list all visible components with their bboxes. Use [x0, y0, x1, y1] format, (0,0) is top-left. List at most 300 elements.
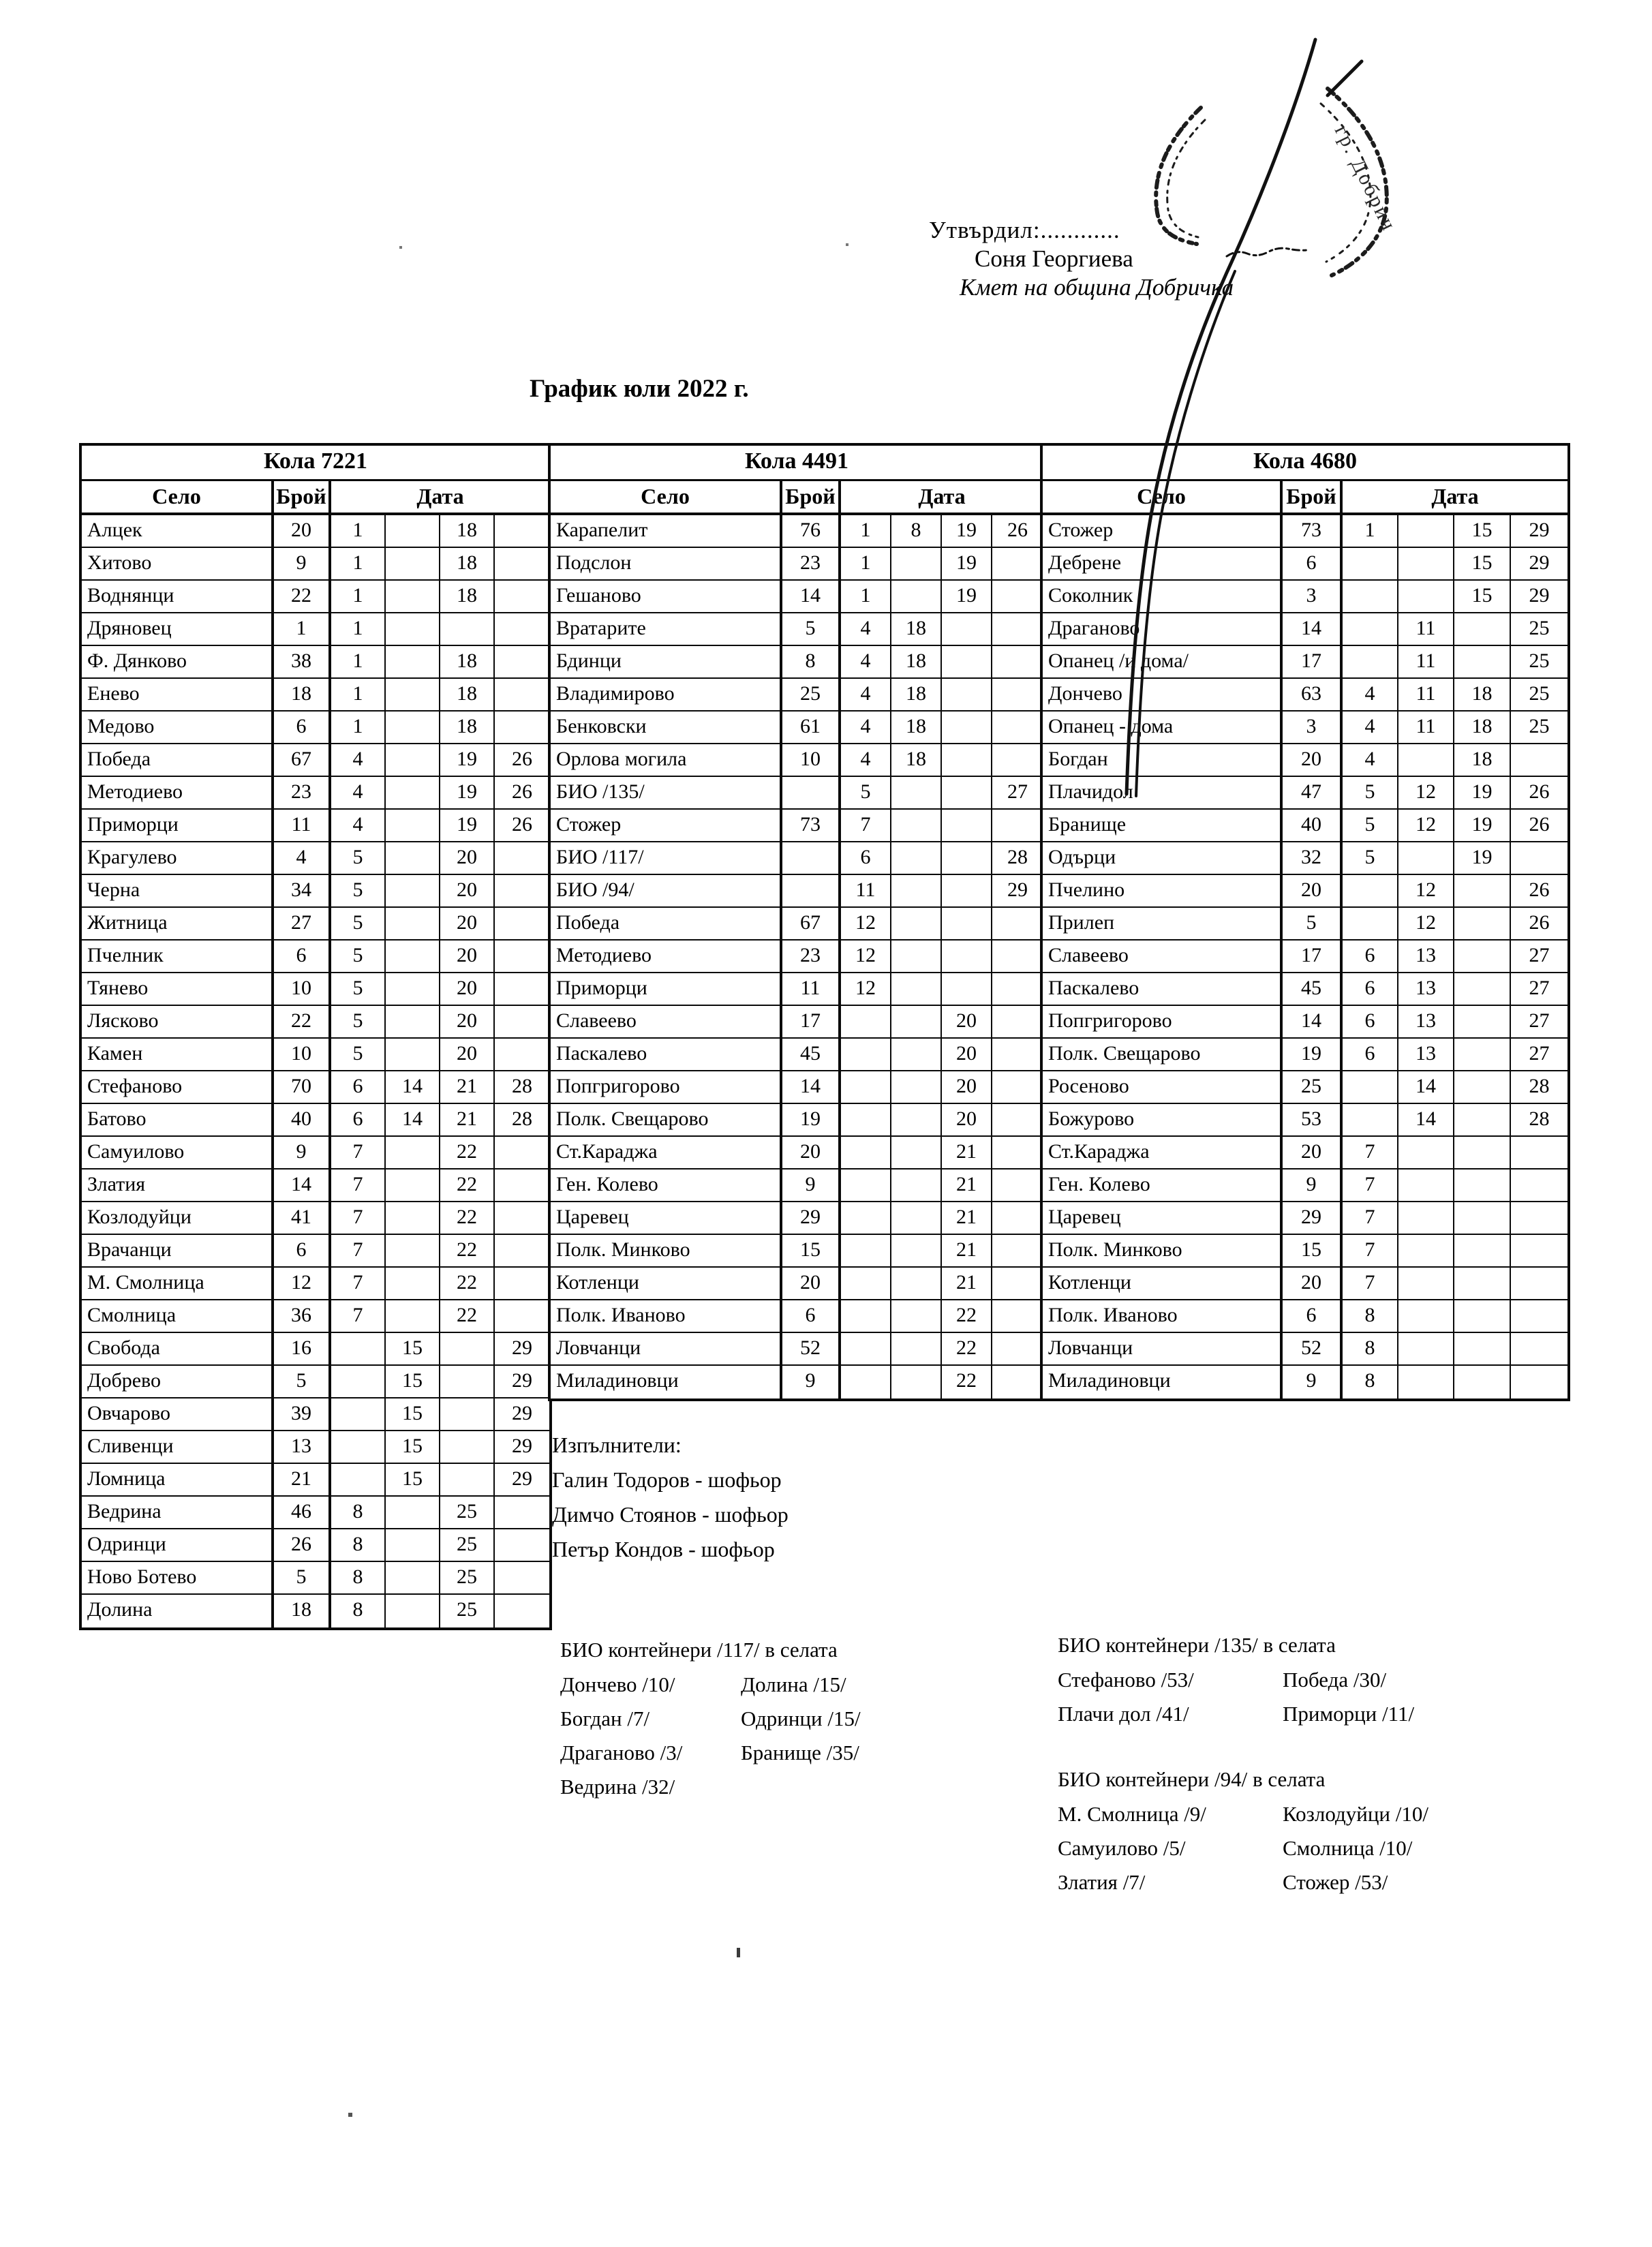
count-cell: 70 [274, 1071, 331, 1103]
village-cell: Козлодуйци [82, 1202, 274, 1234]
date-cell [1511, 1202, 1567, 1234]
date-cell: 6 [1343, 941, 1398, 972]
count-cell: 9 [782, 1366, 841, 1398]
date-cell [386, 712, 440, 743]
village-cell: Ново Ботево [82, 1562, 274, 1593]
date-cell: 4 [1343, 744, 1398, 776]
date-cell [1454, 1300, 1511, 1332]
village-cell: Ф. Дянково [82, 646, 274, 677]
village-cell: Стефаново [82, 1071, 274, 1103]
date-cell: 29 [512, 1402, 532, 1424]
table-row [82, 1170, 549, 1202]
date-cell [841, 1071, 891, 1103]
table-row [551, 1071, 1043, 1104]
date-cell: 15 [386, 1431, 440, 1463]
vehicle-header: Кола 4680 [1043, 446, 1567, 481]
date-cell [331, 1366, 386, 1397]
rows-container [1043, 515, 1567, 1398]
bio-line: Стожер /53/ [1283, 1870, 1388, 1894]
count-cell: 47 [1283, 777, 1343, 808]
count-cell: 15 [1283, 1235, 1343, 1266]
village-cell: Ген. Колево [551, 1170, 782, 1201]
count-cell: 1 [274, 613, 331, 645]
count-cell: 14 [1283, 613, 1343, 645]
date-cell [992, 1202, 1043, 1234]
date-cell: 25 [1529, 617, 1550, 639]
table-row [1043, 1268, 1567, 1300]
date-cell: 29 [512, 1435, 532, 1457]
date-cell: 1 [331, 613, 386, 645]
date-cell [992, 973, 1043, 1005]
village-cell: Дебрене [1043, 548, 1283, 579]
table-row [82, 1562, 549, 1595]
date-cell [386, 1595, 440, 1627]
bio-line: Приморци /11/ [1283, 1702, 1415, 1726]
count-cell: 38 [274, 646, 331, 677]
date-cell [942, 646, 992, 677]
date-cell [1398, 1235, 1454, 1266]
village-cell: Славеево [1043, 941, 1283, 972]
scan-speck [737, 1948, 740, 1957]
table-row [82, 712, 549, 744]
date-cell [495, 1202, 549, 1234]
date-cell: 18 [440, 712, 495, 743]
village-cell: Плачидол [1043, 777, 1283, 808]
count-cell [782, 875, 841, 906]
date-cell [1343, 1071, 1398, 1103]
date-cell: 5 [1343, 842, 1398, 874]
count-cell [782, 777, 841, 808]
date-cell [992, 712, 1043, 743]
stamp-icon [1156, 89, 1401, 275]
date-cell: 22 [440, 1202, 495, 1234]
date-cell [495, 581, 549, 612]
date-cell [1511, 1366, 1567, 1398]
count-cell: 15 [782, 1235, 841, 1266]
bio-row [1058, 1831, 1428, 1865]
village-cell: Алцек [82, 515, 274, 547]
date-cell: 19 [440, 744, 495, 776]
bio-line: Ведрина /32/ [560, 1775, 675, 1799]
village-cell: Бранище [1043, 810, 1283, 841]
table-row [551, 1006, 1043, 1039]
date-cell [1398, 1137, 1454, 1168]
count-cell: 25 [1283, 1071, 1343, 1103]
date-cell: 11 [1398, 679, 1454, 710]
date-cell: 5 [331, 1039, 386, 1070]
date-cell: 25 [440, 1529, 495, 1561]
count-cell: 25 [782, 679, 841, 710]
date-cell: 25 [1529, 649, 1550, 672]
count-cell: 23 [782, 941, 841, 972]
date-cell: 20 [440, 941, 495, 972]
bio-block-117 [560, 1632, 861, 1804]
table-row [82, 1595, 549, 1627]
count-cell: 14 [782, 581, 841, 612]
bio-row [1058, 1797, 1428, 1831]
count-cell: 18 [274, 679, 331, 710]
village-cell: Ген. Колево [1043, 1170, 1283, 1201]
village-cell: Стожер [1043, 515, 1283, 547]
village-cell: Царевец [551, 1202, 782, 1234]
date-cell: 28 [1007, 846, 1028, 868]
village-cell: Добрево [82, 1366, 274, 1397]
count-cell: 29 [1283, 1202, 1343, 1234]
count-cell: 12 [274, 1268, 331, 1299]
date-cell [1398, 1170, 1454, 1201]
table-row [1043, 515, 1567, 548]
table-row [1043, 941, 1567, 973]
date-cell [331, 1333, 386, 1364]
date-cell: 4 [331, 744, 386, 776]
village-cell: Полк. Свещарово [1043, 1039, 1283, 1070]
count-cell: 22 [274, 581, 331, 612]
date-cell: 18 [1454, 679, 1511, 710]
date-cell [1454, 941, 1511, 972]
date-cell: 19 [440, 810, 495, 841]
column-header-village: Село [82, 481, 274, 513]
date-cell [841, 1366, 891, 1398]
date-cell [386, 842, 440, 874]
date-cell [1398, 1333, 1454, 1364]
table-row [82, 1104, 549, 1137]
village-cell: Опанец - дома [1043, 712, 1283, 743]
village-cell: Одърци [1043, 842, 1283, 874]
date-cell [891, 908, 942, 939]
date-cell: 26 [1529, 878, 1550, 901]
table-row [551, 646, 1043, 679]
date-cell [331, 1464, 386, 1495]
table-row [551, 777, 1043, 810]
date-cell: 18 [440, 515, 495, 547]
date-cell [992, 1039, 1043, 1070]
date-cell: 4 [841, 712, 891, 743]
date-cell [891, 875, 942, 906]
table-row [1043, 1104, 1567, 1137]
date-cell [841, 1104, 891, 1135]
date-cell: 7 [1343, 1235, 1398, 1266]
date-cell: 18 [1454, 712, 1511, 743]
date-cell: 15 [1454, 581, 1511, 612]
date-cell: 4 [1343, 712, 1398, 743]
date-cell: 22 [440, 1170, 495, 1201]
date-cell [891, 1300, 942, 1332]
date-cell [942, 744, 992, 776]
date-cell [1398, 1366, 1454, 1398]
village-cell: БИО /117/ [551, 842, 782, 874]
date-cell [1511, 842, 1567, 874]
table-row [1043, 777, 1567, 810]
vehicle-header: Кола 4491 [551, 446, 1043, 481]
village-cell: Царевец [1043, 1202, 1283, 1234]
count-cell: 39 [274, 1398, 331, 1430]
date-cell [1454, 1006, 1511, 1037]
date-cell: 20 [440, 1006, 495, 1037]
count-cell: 5 [1283, 908, 1343, 939]
date-cell [495, 1039, 549, 1070]
column-header-date: Дата [416, 484, 464, 508]
date-cell: 7 [331, 1137, 386, 1168]
village-cell: Миладиновци [551, 1366, 782, 1398]
count-cell: 9 [274, 548, 331, 579]
table-row [551, 875, 1043, 908]
table-row [1043, 875, 1567, 908]
date-cell [992, 1137, 1043, 1168]
date-cell [1398, 548, 1454, 579]
date-cell: 26 [1529, 813, 1550, 836]
village-cell: Ловчанци [551, 1333, 782, 1364]
date-cell: 20 [440, 1039, 495, 1070]
village-cell: Ломница [82, 1464, 274, 1495]
date-cell: 29 [1529, 519, 1550, 541]
village-cell: Воднянци [82, 581, 274, 612]
date-cell [891, 1137, 942, 1168]
approval-name: Соня Георгиева [975, 245, 1133, 272]
village-cell: Котленци [551, 1268, 782, 1299]
date-cell [992, 744, 1043, 776]
date-cell: 13 [1398, 973, 1454, 1005]
count-cell: 34 [274, 875, 331, 906]
date-cell [495, 1235, 549, 1266]
count-cell: 20 [1283, 1268, 1343, 1299]
bio-row [560, 1668, 861, 1702]
village-cell: Ловчанци [1043, 1333, 1283, 1364]
date-cell [1454, 1268, 1511, 1299]
count-cell: 76 [782, 515, 841, 547]
count-cell: 5 [782, 613, 841, 645]
date-cell [495, 515, 549, 547]
date-cell [1454, 1170, 1511, 1201]
count-cell: 10 [274, 973, 331, 1005]
date-cell [1454, 1366, 1511, 1398]
rows-container [82, 515, 549, 1627]
village-cell: Методиево [82, 777, 274, 808]
date-cell [992, 810, 1043, 841]
date-cell: 26 [512, 813, 532, 836]
date-cell [1454, 973, 1511, 1005]
date-cell: 29 [1007, 878, 1028, 901]
village-cell: Сливенци [82, 1431, 274, 1463]
village-cell: Полк. Свещарово [551, 1104, 782, 1135]
date-cell: 13 [1398, 941, 1454, 972]
date-cell [386, 973, 440, 1005]
date-cell: 4 [841, 679, 891, 710]
bio-line: Стефаново /53/ [1058, 1668, 1194, 1692]
count-cell: 10 [274, 1039, 331, 1070]
date-cell: 19 [942, 515, 992, 547]
date-cell [942, 875, 992, 906]
village-cell: Пчелино [1043, 875, 1283, 906]
table-row [551, 1170, 1043, 1202]
date-cell [495, 1268, 549, 1299]
date-cell: 22 [440, 1268, 495, 1299]
date-cell: 22 [440, 1300, 495, 1332]
date-cell [1343, 875, 1398, 906]
count-cell: 16 [274, 1333, 331, 1364]
date-cell [495, 908, 549, 939]
village-cell: Стожер [551, 810, 782, 841]
table-row [1043, 1071, 1567, 1104]
date-cell [992, 646, 1043, 677]
date-cell: 26 [512, 748, 532, 770]
scan-speck [348, 2113, 352, 2117]
date-cell: 4 [841, 646, 891, 677]
date-cell [386, 679, 440, 710]
date-cell: 29 [512, 1336, 532, 1359]
date-cell [891, 842, 942, 874]
date-cell: 4 [841, 744, 891, 776]
date-cell [992, 581, 1043, 612]
count-cell: 27 [274, 908, 331, 939]
bio-row [1058, 1697, 1414, 1731]
bio-block-135 [1058, 1627, 1414, 1731]
date-cell [891, 1235, 942, 1266]
bio-line: Победа /30/ [1283, 1668, 1387, 1692]
date-cell: 21 [942, 1137, 992, 1168]
village-cell: Смолница [82, 1300, 274, 1332]
date-cell: 18 [891, 744, 942, 776]
date-cell: 21 [942, 1170, 992, 1201]
table-row [82, 973, 549, 1006]
date-cell: 27 [1007, 780, 1028, 803]
date-cell [1454, 646, 1511, 677]
stamp-text: гр. Добрич [1330, 121, 1401, 236]
village-cell: Самуилово [82, 1137, 274, 1168]
table-row [82, 1398, 549, 1431]
date-cell [495, 842, 549, 874]
date-cell: 18 [891, 613, 942, 645]
village-cell: Лясково [82, 1006, 274, 1037]
date-cell: 14 [1398, 1071, 1454, 1103]
date-cell [1511, 1170, 1567, 1201]
date-cell [891, 777, 942, 808]
date-cell [331, 1431, 386, 1463]
date-cell [841, 1333, 891, 1364]
date-cell [841, 1170, 891, 1201]
date-cell [495, 941, 549, 972]
table-row [1043, 1366, 1567, 1398]
date-cell: 21 [942, 1202, 992, 1234]
bio-line [741, 1770, 861, 1804]
date-cell [386, 1529, 440, 1561]
scan-speck [399, 246, 402, 249]
count-cell: 20 [782, 1137, 841, 1168]
bio-line: М. Смолница /9/ [1058, 1802, 1206, 1826]
date-cell: 21 [440, 1104, 495, 1135]
count-cell: 9 [274, 1137, 331, 1168]
executors-block [552, 1428, 789, 1567]
table-row [82, 613, 549, 646]
date-cell: 18 [891, 646, 942, 677]
date-cell [440, 613, 495, 645]
date-cell: 7 [331, 1268, 386, 1299]
date-cell [1511, 1137, 1567, 1168]
date-cell [891, 810, 942, 841]
date-cell [1343, 581, 1398, 612]
date-cell [1454, 1137, 1511, 1168]
date-cell: 1 [1343, 515, 1398, 547]
count-cell: 46 [274, 1497, 331, 1528]
table-row [82, 1366, 549, 1398]
village-cell: Миладиновци [1043, 1366, 1283, 1398]
count-cell: 6 [1283, 1300, 1343, 1332]
date-cell: 1 [841, 515, 891, 547]
count-cell: 41 [274, 1202, 331, 1234]
date-cell [942, 679, 992, 710]
count-cell: 63 [1283, 679, 1343, 710]
count-cell: 9 [1283, 1366, 1343, 1398]
date-cell [992, 679, 1043, 710]
date-cell: 12 [1398, 875, 1454, 906]
table-row [82, 1333, 549, 1366]
table-row [551, 1333, 1043, 1366]
village-cell: Вратарите [551, 613, 782, 645]
date-cell: 20 [440, 875, 495, 906]
table-row [551, 1039, 1043, 1071]
table-row [1043, 548, 1567, 581]
date-cell: 21 [942, 1268, 992, 1299]
date-cell: 25 [1529, 682, 1550, 705]
village-cell: Приморци [82, 810, 274, 841]
count-cell: 14 [274, 1170, 331, 1201]
date-cell [891, 581, 942, 612]
date-cell [386, 1039, 440, 1070]
date-cell: 1 [841, 548, 891, 579]
date-cell [386, 581, 440, 612]
page-title: График юли 2022 г. [530, 375, 749, 403]
village-cell: Приморци [551, 973, 782, 1005]
date-cell [841, 1006, 891, 1037]
count-cell: 17 [782, 1006, 841, 1037]
date-cell [891, 1104, 942, 1135]
village-cell: Драганово [1043, 613, 1283, 645]
table-row [1043, 581, 1567, 613]
date-cell [440, 1464, 495, 1495]
date-cell [386, 1268, 440, 1299]
date-cell: 26 [1529, 780, 1550, 803]
date-cell [1343, 1104, 1398, 1135]
date-cell: 21 [942, 1235, 992, 1266]
table-row [551, 1268, 1043, 1300]
village-cell: Попгригорово [551, 1071, 782, 1103]
village-cell: Полк. Минково [551, 1235, 782, 1266]
date-cell: 7 [331, 1235, 386, 1266]
date-cell: 5 [1343, 810, 1398, 841]
vehicle-table-4491 [548, 443, 1045, 1401]
date-cell: 6 [1343, 973, 1398, 1005]
bio-title: БИО контейнери /117/ в селата [560, 1638, 838, 1662]
date-cell: 14 [386, 1071, 440, 1103]
date-cell: 18 [891, 679, 942, 710]
date-cell [891, 1071, 942, 1103]
count-cell: 26 [274, 1529, 331, 1561]
bio-title: БИО контейнери /94/ в селата [1058, 1767, 1326, 1791]
count-cell: 6 [274, 941, 331, 972]
date-cell: 8 [891, 515, 942, 547]
date-cell: 8 [331, 1595, 386, 1627]
bio-line: Козлодуйци /10/ [1283, 1802, 1428, 1826]
village-cell: Долина [82, 1595, 274, 1627]
date-cell [1511, 1300, 1567, 1332]
date-cell: 20 [440, 908, 495, 939]
table-row [551, 712, 1043, 744]
date-cell: 14 [386, 1104, 440, 1135]
village-cell: Медово [82, 712, 274, 743]
table-row [1043, 1235, 1567, 1268]
table-row [551, 581, 1043, 613]
date-cell [386, 744, 440, 776]
date-cell: 8 [331, 1529, 386, 1561]
